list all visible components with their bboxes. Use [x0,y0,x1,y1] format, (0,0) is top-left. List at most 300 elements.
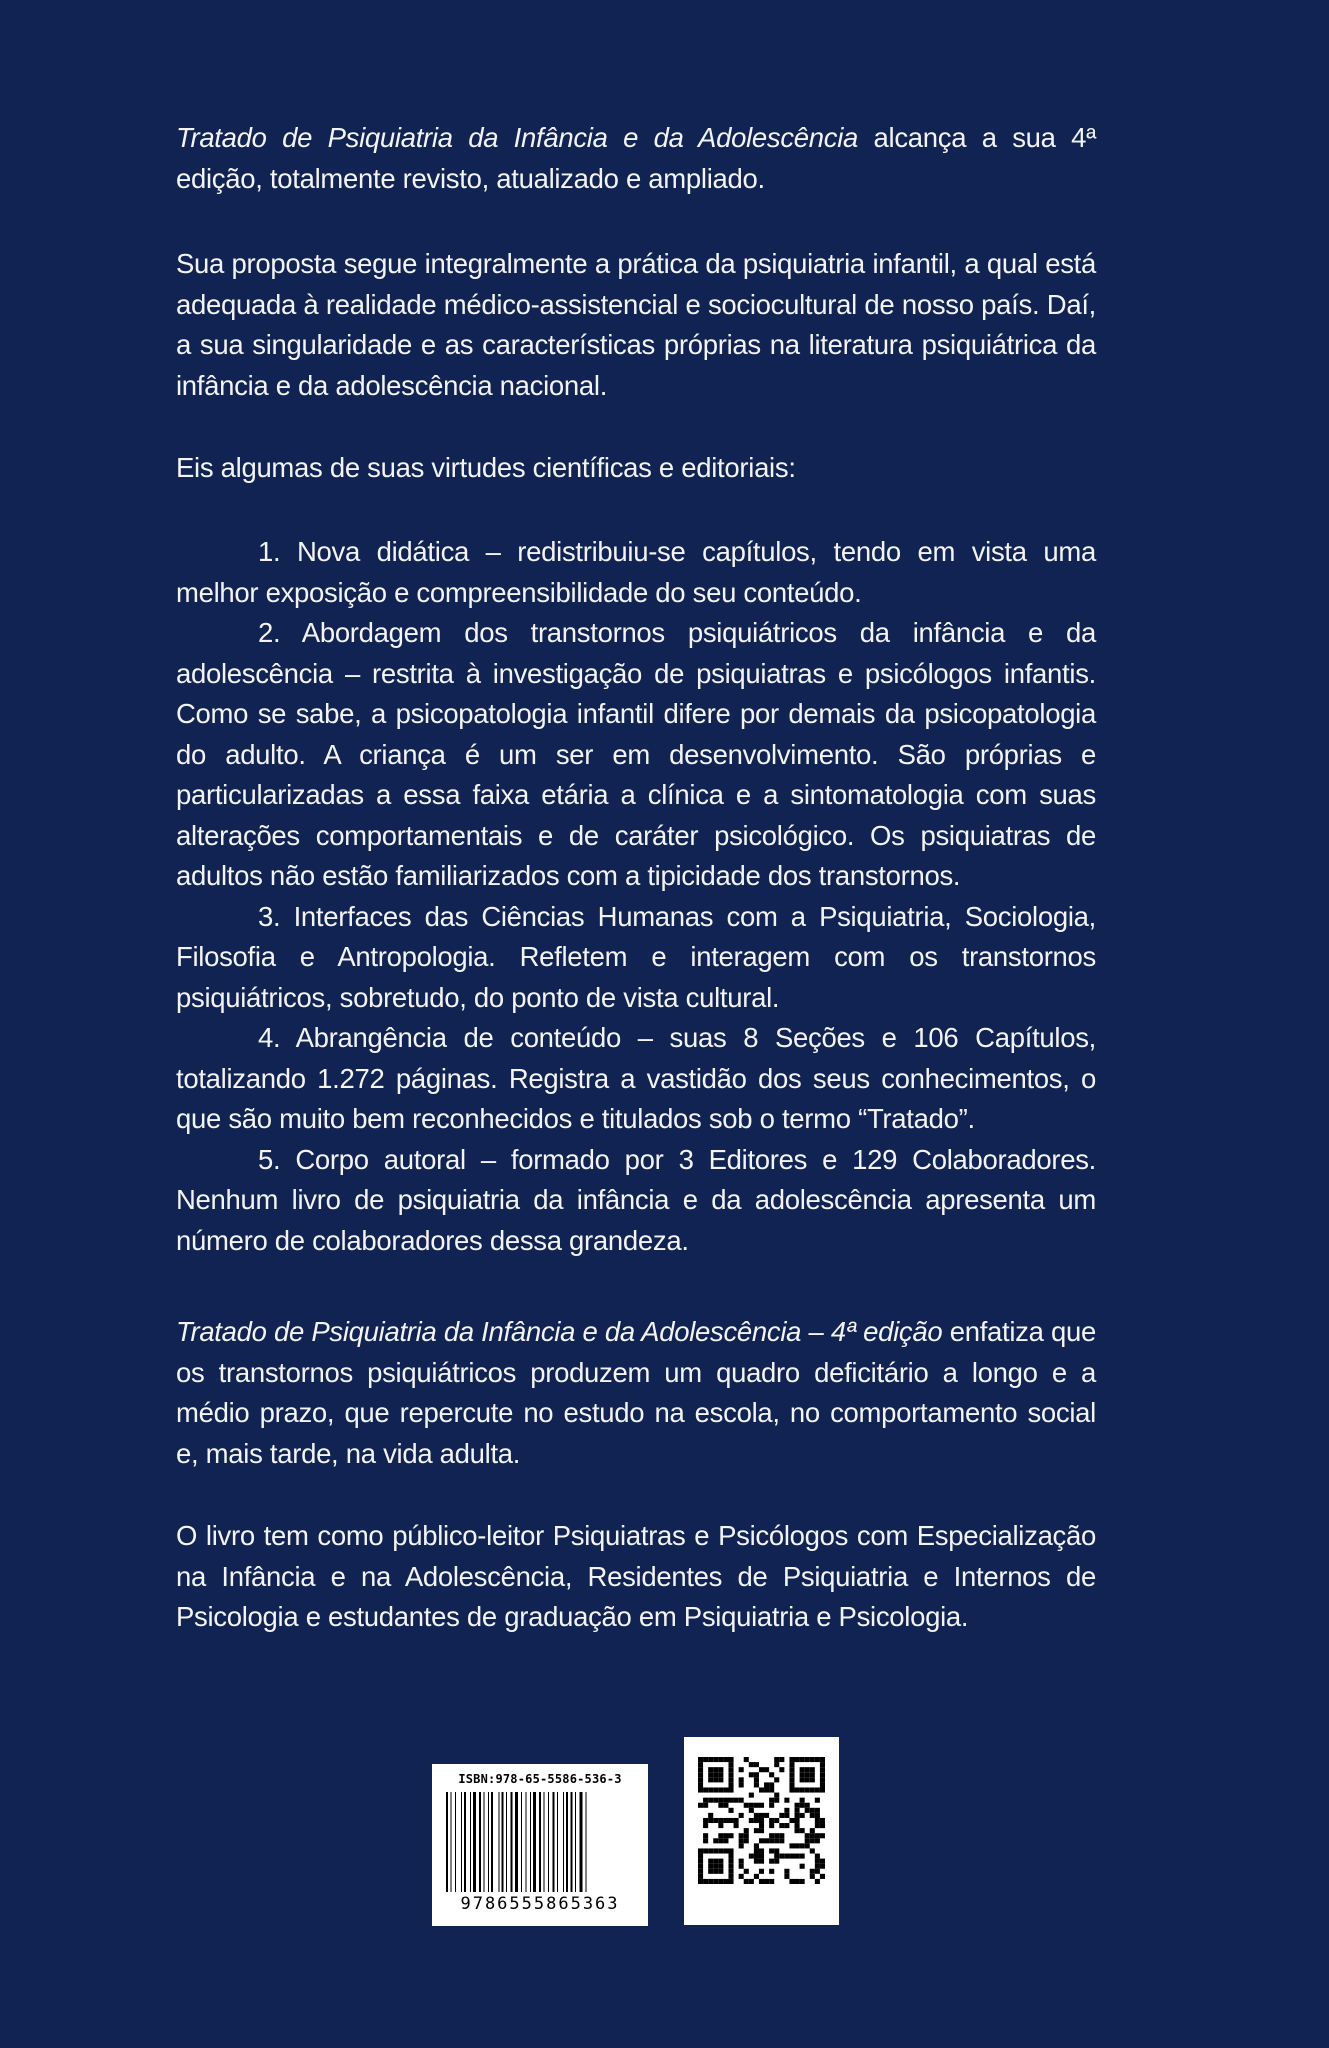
qr-module [795,1879,800,1884]
qr-module [789,1777,794,1782]
qr-module [820,1762,825,1767]
qr-module [713,1818,718,1823]
qr-module [774,1818,779,1823]
qr-module [774,1762,779,1767]
qr-code-pattern [698,1757,825,1884]
qr-module [805,1767,810,1772]
barcode-bar [506,1792,507,1892]
barcode-bar [586,1792,587,1892]
qr-module [754,1772,759,1777]
qr-module [820,1818,825,1823]
qr-module [769,1869,774,1874]
qr-module [718,1864,723,1869]
barcode-bar [446,1792,448,1892]
qr-module [805,1772,810,1777]
qr-module [723,1798,728,1803]
isbn-digits: 9786555865363 [460,1894,620,1914]
qr-module [764,1767,769,1772]
qr-module [789,1767,794,1772]
qr-module [718,1803,723,1808]
qr-module [698,1757,703,1762]
qr-module [795,1843,800,1848]
qr-module [713,1767,718,1772]
qr-module [713,1798,718,1803]
qr-module [774,1854,779,1859]
qr-module [698,1869,703,1874]
qr-module [759,1828,764,1833]
qr-module [815,1813,820,1818]
qr-module [749,1879,754,1884]
qr-module [728,1757,733,1762]
qr-module [800,1798,805,1803]
qr-module [708,1757,713,1762]
qr-module [800,1864,805,1869]
qr-module [805,1787,810,1792]
qr-module [810,1828,815,1833]
qr-module [789,1772,794,1777]
qr-module [810,1848,815,1853]
qr-module [795,1803,800,1808]
qr-module [713,1879,718,1884]
qr-module [728,1782,733,1787]
qr-module [718,1757,723,1762]
qr-module [718,1833,723,1838]
qr-module [728,1808,733,1813]
qr-module [698,1859,703,1864]
qr-module [759,1767,764,1772]
qr-module [723,1838,728,1843]
qr-module [795,1828,800,1833]
qr-module [769,1803,774,1808]
qr-module [759,1869,764,1874]
qr-module [698,1848,703,1853]
qr-module [800,1767,805,1772]
intro-text: alcança a sua 4ª edição, totalmente revisto, atualizado e ampliado. [176,122,1096,194]
qr-module [820,1833,825,1838]
qr-module [789,1879,794,1884]
qr-module [708,1818,713,1823]
qr-module [769,1833,774,1838]
qr-module [739,1798,744,1803]
qr-module [754,1859,759,1864]
qr-module [713,1859,718,1864]
qr-module [769,1848,774,1853]
qr-module [713,1864,718,1869]
qr-module [810,1757,815,1762]
qr-module [769,1859,774,1864]
qr-module [718,1772,723,1777]
qr-module [708,1859,713,1864]
barcode-bar [488,1792,489,1892]
barcode-bar [563,1792,564,1892]
barcode-bar [553,1792,555,1892]
qr-module [739,1767,744,1772]
qr-module [774,1838,779,1843]
qr-module [708,1864,713,1869]
proposta-paragraph [176,244,1096,406]
qr-module [815,1833,820,1838]
qr-module [754,1803,759,1808]
qr-module [784,1874,789,1879]
qr-module [754,1828,759,1833]
qr-module [703,1757,708,1762]
qr-module [815,1838,820,1843]
qr-module [723,1818,728,1823]
qr-module [739,1874,744,1879]
qr-module [779,1813,784,1818]
qr-module [820,1777,825,1782]
qr-module [759,1803,764,1808]
qr-module [718,1767,723,1772]
barcode-bar [511,1792,513,1892]
qr-module [769,1879,774,1884]
qr-module [769,1787,774,1792]
qr-module [713,1869,718,1874]
barcode-bar [544,1792,545,1892]
qr-module [723,1757,728,1762]
qr-module [810,1808,815,1813]
qr-module [789,1762,794,1767]
qr-module [744,1869,749,1874]
qr-module [698,1803,703,1808]
qr-module [800,1757,805,1762]
qr-module [769,1838,774,1843]
qr-module [805,1757,810,1762]
qr-module [698,1762,703,1767]
qr-module [815,1879,820,1884]
qr-module [728,1798,733,1803]
qr-module [815,1757,820,1762]
barcode-bar [491,1792,493,1892]
qr-module [754,1843,759,1848]
qr-module [810,1787,815,1792]
qr-module [703,1798,708,1803]
qr-module [815,1808,820,1813]
barcode-bar [539,1792,541,1892]
qr-module [800,1813,805,1818]
qr-module [708,1848,713,1853]
qr-module [708,1879,713,1884]
qr-module [784,1798,789,1803]
qr-module [749,1854,754,1859]
qr-module [728,1772,733,1777]
qr-module [703,1818,708,1823]
qr-module [723,1833,728,1838]
qr-module [734,1823,739,1828]
qr-module [820,1772,825,1777]
barcode-bar [521,1792,522,1892]
qr-module [815,1823,820,1828]
qr-module [703,1879,708,1884]
qr-module [703,1848,708,1853]
qr-module [800,1787,805,1792]
qr-module [820,1864,825,1869]
qr-module [728,1787,733,1792]
qr-module [774,1757,779,1762]
list-item: 1. Nova didática – redistribuiu-se capítulos, tendo em vista uma melhor exposição e compreensibilidade do seu conteúdo. [176,536,1096,608]
qr-module [754,1818,759,1823]
qr-module [789,1854,794,1859]
qr-module [769,1818,774,1823]
qr-module [698,1777,703,1782]
qr-module [718,1869,723,1874]
qr-module [713,1757,718,1762]
qr-module [784,1823,789,1828]
qr-module [749,1803,754,1808]
virtudes-paragraph [176,448,1096,489]
qr-module [820,1767,825,1772]
qr-module [759,1848,764,1853]
qr-module [810,1838,815,1843]
qr-module [723,1803,728,1808]
qr-module [698,1874,703,1879]
barcode-bar [530,1792,531,1892]
qr-module [744,1803,749,1808]
qr-module [739,1838,744,1843]
publico-text: O livro tem como público-leitor Psiquiatras e Psicólogos com Especialização na Infância e na Adolescência, Residentes de Psiquiatria e Internos de Psicologia e estudantes de graduação em Psiquiatria e Psicologia. [176,1520,1096,1632]
publico-paragraph [176,1516,1096,1638]
qr-module [800,1772,805,1777]
qr-module [759,1838,764,1843]
qr-module [698,1772,703,1777]
qr-module [739,1843,744,1848]
qr-module [789,1787,794,1792]
barcode-bar [548,1792,549,1892]
qr-module [723,1787,728,1792]
qr-module [779,1838,784,1843]
qr-module [779,1823,784,1828]
qr-module [769,1823,774,1828]
barcode-bar [484,1792,485,1892]
qr-module [728,1833,733,1838]
qr-module [723,1879,728,1884]
qr-module [698,1782,703,1787]
qr-module [815,1864,820,1869]
qr-module [754,1848,759,1853]
qr-module [784,1808,789,1813]
barcode-bars [446,1792,634,1892]
qr-code[interactable] [684,1737,839,1925]
list-item: 2. Abordagem dos transtornos psiquiátricos da infância e da adolescência – restrita à investigação de psiquiatras e psicólogos infantis. Como se sabe, a psicopatologia infantil difere por demais da psicopatologia do adulto. A criança é um ser em desenvolvimento. São próprias e particularizadas a essa faixa etária a clínica e a sintomatologia com suas alterações comportamentais e de caráter psicológico. Os psiquiatras de adultos não estão familiarizados com a tipicidade dos transtornos. [176,617,1096,891]
qr-module [789,1843,794,1848]
barcode-bar [515,1792,518,1892]
qr-module [754,1813,759,1818]
qr-module [764,1787,769,1792]
qr-module [744,1828,749,1833]
qr-module [703,1803,708,1808]
qr-module [703,1833,708,1838]
qr-module [728,1874,733,1879]
qr-module [703,1787,708,1792]
qr-module [769,1798,774,1803]
qr-module [728,1762,733,1767]
qr-module [774,1833,779,1838]
qr-module [805,1838,810,1843]
qr-module [718,1818,723,1823]
qr-module [718,1798,723,1803]
qr-module [754,1854,759,1859]
qr-module [749,1808,754,1813]
qr-module [728,1777,733,1782]
intro-paragraph [176,118,1096,199]
qr-module [728,1864,733,1869]
qr-module [708,1869,713,1874]
qr-module [718,1823,723,1828]
qr-module [759,1879,764,1884]
qr-module [774,1777,779,1782]
qr-module [784,1854,789,1859]
qr-module [795,1757,800,1762]
qr-module [734,1818,739,1823]
qr-module [759,1818,764,1823]
qr-module [805,1803,810,1808]
virtudes-list [176,532,1096,1261]
qr-module [789,1757,794,1762]
qr-module [779,1767,784,1772]
qr-module [810,1813,815,1818]
qr-module [739,1777,744,1782]
qr-module [779,1854,784,1859]
barcode-bar [526,1792,527,1892]
enfatiza-paragraph [176,1312,1096,1474]
qr-module [713,1848,718,1853]
qr-module [728,1767,733,1772]
qr-module [810,1869,815,1874]
qr-module [728,1859,733,1864]
qr-module [774,1848,779,1853]
qr-module [739,1859,744,1864]
qr-module [708,1787,713,1792]
qr-module [744,1879,749,1884]
qr-module [795,1813,800,1818]
qr-module [744,1757,749,1762]
barcode-bar [470,1792,471,1892]
qr-module [759,1854,764,1859]
qr-module [810,1767,815,1772]
qr-module [708,1772,713,1777]
qr-module [805,1833,810,1838]
qr-module [795,1808,800,1813]
barcode-bar [580,1792,583,1892]
qr-module [784,1869,789,1874]
barcode-bar [479,1792,481,1892]
qr-module [815,1787,820,1792]
qr-module [754,1874,759,1879]
qr-module [769,1772,774,1777]
qr-module [820,1823,825,1828]
qr-module [698,1767,703,1772]
qr-module [728,1854,733,1859]
qr-module [749,1772,754,1777]
book-title: Tratado de Psiquiatria da Infância e da Adolescência [176,122,859,153]
barcode-bar [473,1792,476,1892]
qr-module [800,1879,805,1884]
qr-module [805,1843,810,1848]
qr-module [728,1818,733,1823]
qr-module [815,1798,820,1803]
qr-module [759,1787,764,1792]
isbn-label: ISBN:978-65-5586-536-3 [458,1772,622,1786]
qr-module [774,1793,779,1798]
barcode-bar [557,1792,558,1892]
book-title-edition: Tratado de Psiquiatria da Infância e da Adolescência – 4ª edição [176,1316,943,1347]
qr-module [810,1874,815,1879]
qr-module [713,1777,718,1782]
qr-module [764,1879,769,1884]
qr-module [718,1838,723,1843]
qr-module [810,1772,815,1777]
qr-module [728,1869,733,1874]
qr-module [820,1787,825,1792]
barcode-bar [566,1792,568,1892]
barcode-bar [502,1792,504,1892]
qr-module [815,1854,820,1859]
enfatiza-text: enfatiza que os transtornos psiquiátricos produzem um quadro deficitário a longo e a médio prazo, que repercute no estudo na escola, no comportamento social e, mais tarde, na vida adulta. [176,1316,1096,1469]
qr-module [713,1838,718,1843]
barcode-bar [464,1792,466,1892]
qr-module [698,1787,703,1792]
qr-module [754,1782,759,1787]
barcode-bar [533,1792,536,1892]
barcode-bar [575,1792,576,1892]
qr-module [820,1757,825,1762]
qr-module [820,1782,825,1787]
qr-module [759,1859,764,1864]
qr-module [779,1833,784,1838]
qr-module [708,1813,713,1818]
barcode-bar [499,1792,500,1892]
qr-module [764,1838,769,1843]
qr-module [800,1828,805,1833]
qr-module [810,1833,815,1838]
isbn-barcode [432,1764,648,1926]
qr-module [800,1854,805,1859]
qr-module [718,1859,723,1864]
virtudes-text: Eis algumas de suas virtudes científicas e editoriais: [176,452,796,483]
qr-module [815,1818,820,1823]
qr-module [728,1848,733,1853]
qr-module [739,1813,744,1818]
barcode-bar [571,1792,573,1892]
proposta-text: Sua proposta segue integralmente a prática da psiquiatria infantil, a qual está adequada à realidade médico-assistencial e sociocultural de nosso país. Daí, a sua singularidade e as características próprias na literatura psiquiátrica da infância e da adolescência nacional. [176,248,1096,401]
qr-module [718,1787,723,1792]
qr-module [698,1879,703,1884]
qr-module [759,1813,764,1818]
qr-module [774,1798,779,1803]
qr-module [708,1767,713,1772]
qr-module [769,1782,774,1787]
qr-module [754,1777,759,1782]
list-item: 5. Corpo autoral – formado por 3 Editores e 129 Colaboradores. Nenhum livro de psiquiatria da infância e da adolescência apresenta um número de colaboradores dessa grandeza. [176,1143,1096,1256]
qr-module [723,1848,728,1853]
qr-module [749,1793,754,1798]
qr-module [708,1777,713,1782]
qr-module [698,1864,703,1869]
qr-module [703,1838,708,1843]
qr-module [789,1818,794,1823]
qr-module [713,1772,718,1777]
qr-module [815,1859,820,1864]
qr-module [739,1864,744,1869]
qr-module [734,1798,739,1803]
qr-module [718,1879,723,1884]
qr-module [815,1869,820,1874]
qr-module [795,1854,800,1859]
qr-module [774,1859,779,1864]
qr-module [764,1782,769,1787]
qr-module [749,1818,754,1823]
qr-module [800,1843,805,1848]
